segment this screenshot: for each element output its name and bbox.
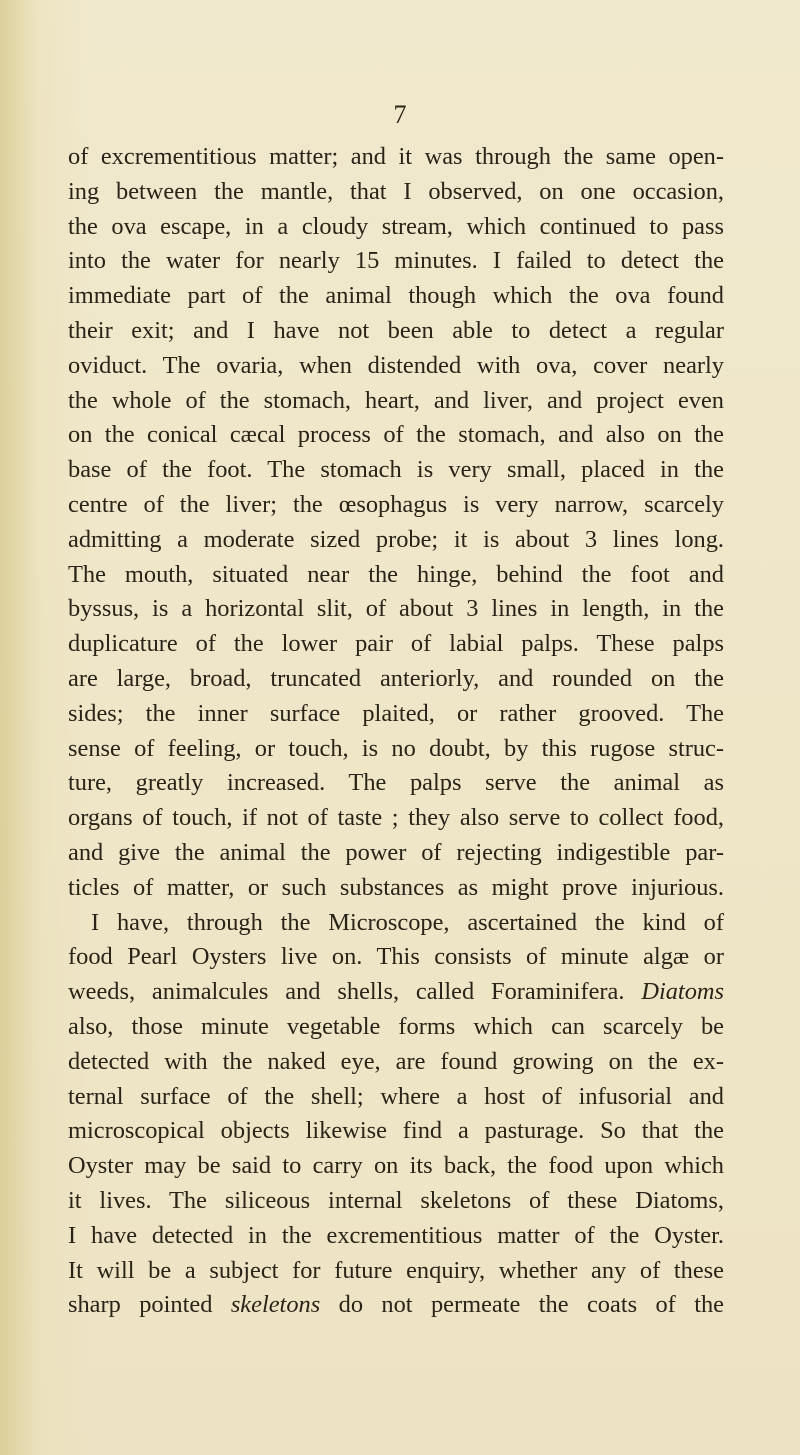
- text-line: are large, broad, truncated anteriorly, and rounded on the: [68, 664, 724, 692]
- italic-term: skeletons: [230, 1291, 321, 1319]
- body-text: [68, 140, 724, 1323]
- page-number: 7: [393, 100, 407, 129]
- text-line: ternal surface of the shell; where a host of infusorial and: [68, 1082, 724, 1110]
- text-line: organs of touch, if not of taste ; they also serve to collect food,: [68, 804, 724, 832]
- text-line: immediate part of the animal though which the ova found: [68, 282, 724, 310]
- text-line: food Pearl Oysters live on. This consists of minute algæ or: [68, 943, 724, 971]
- text-line: the whole of the stomach, heart, and liver, and project even: [68, 386, 724, 414]
- text-line: and give the animal the power of rejecting indigestible par-: [68, 838, 724, 866]
- text-line: their exit; and I have not been able to detect a regular: [68, 316, 724, 344]
- text-line: of excrementitious matter; and it was through the same open-: [68, 143, 724, 170]
- text-line: oviduct. The ovaria, when distended with ova, cover nearly: [68, 351, 724, 379]
- text-line: into the water for nearly 15 minutes. I failed to detect the: [68, 247, 724, 275]
- text-line: on the conical cæcal process of the stomach, and also on the: [68, 421, 724, 449]
- text-line: sides; the inner surface plaited, or rather grooved. The: [68, 699, 724, 727]
- text-line: ture, greatly increased. The palps serve the animal as: [68, 769, 724, 797]
- text-line: I have detected in the excrementitious matter of the Oyster.: [68, 1221, 724, 1249]
- italic-term: Diatoms: [641, 978, 724, 1006]
- text-line: centre of the liver; the œsophagus is very narrow, scarcely: [68, 490, 724, 518]
- text-line: I have, through the Microscope, ascertained the kind of: [91, 908, 724, 936]
- text-line: weeds, animalcules and shells, called Foraminifera. Diatoms: [68, 978, 724, 1006]
- text-line: admitting a moderate sized probe; it is about 3 lines long.: [68, 525, 724, 553]
- text-line: the ova escape, in a cloudy stream, which continued to pass: [68, 212, 724, 240]
- text-line: sharp pointed skeletons do not permeate the coats of the: [68, 1291, 725, 1319]
- text-line: microscopical objects likewise find a pasturage. So that the: [68, 1117, 724, 1145]
- text-line: duplicature of the lower pair of labial palps. These palps: [68, 630, 724, 658]
- text-line: detected with the naked eye, are found growing on the ex-: [68, 1047, 724, 1075]
- text-line: sense of feeling, or touch, is no doubt, by this rugose struc-: [68, 734, 724, 762]
- text-line: also, those minute vegetable forms which can scarcely be: [68, 1012, 724, 1040]
- text-line: The mouth, situated near the hinge, behind the foot and: [68, 560, 724, 588]
- text-line: It will be a subject for future enquiry, whether any of these: [68, 1256, 724, 1284]
- text-line: base of the foot. The stomach is very small, placed in the: [68, 456, 724, 484]
- text-line: ticles of matter, or such substances as might prove injurious.: [68, 873, 724, 901]
- text-line: Oyster may be said to carry on its back, the food upon which: [68, 1152, 724, 1180]
- text-line: ing between the mantle, that I observed, on one occasion,: [68, 177, 724, 205]
- text-line: byssus, is a horizontal slit, of about 3 lines in length, in the: [68, 595, 724, 623]
- text-line: it lives. The siliceous internal skeletons of these Diatoms,: [68, 1186, 724, 1214]
